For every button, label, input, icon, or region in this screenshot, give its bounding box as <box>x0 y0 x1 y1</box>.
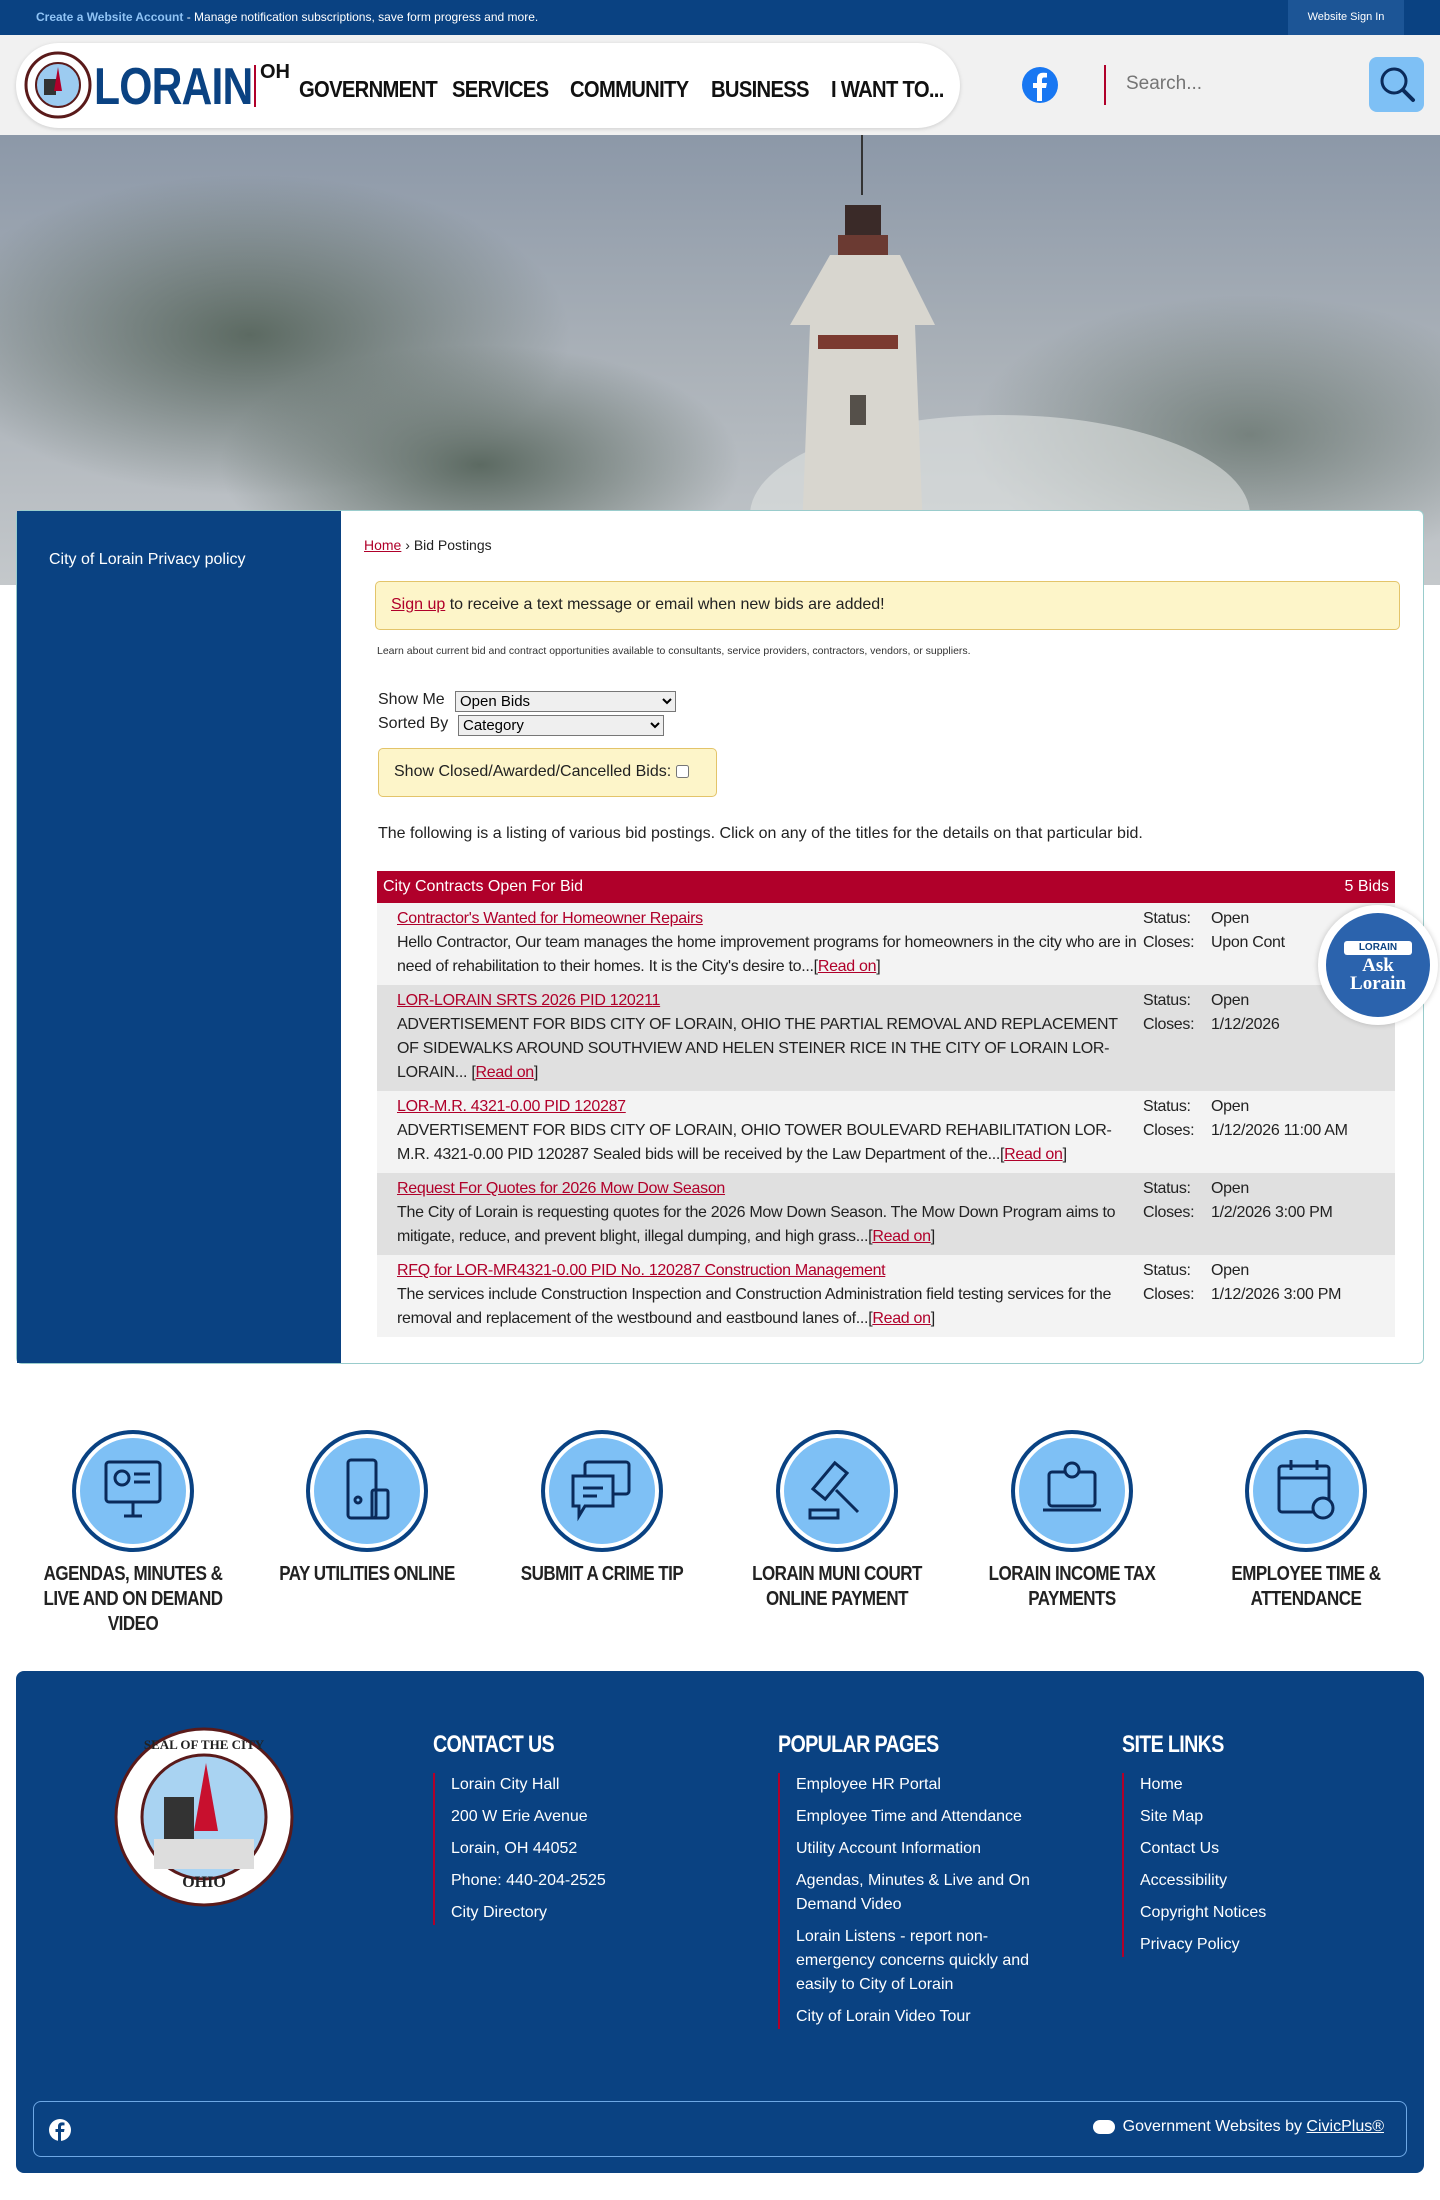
bid-category-header <box>377 871 1395 903</box>
bid-row <box>377 1173 1395 1255</box>
search-button[interactable] <box>1369 57 1424 112</box>
civicplus-link[interactable]: CivicPlus® <box>1306 2118 1384 2135</box>
bid-description: The services include Construction Inspection and Construction Administration field testing services for the removal and replacement of the westbound and eastbound lanes of... <box>397 1286 1112 1327</box>
search-icon <box>1369 57 1424 112</box>
bid-title-link[interactable]: LOR-LORAIN SRTS 2026 PID 120211 <box>397 992 661 1009</box>
footer-link[interactable]: Copyright Notices <box>1140 1904 1267 1921</box>
nav-i-want-to[interactable]: I WANT TO... <box>831 76 944 102</box>
city-seal-icon <box>114 1727 294 1907</box>
quick-link-agendas[interactable] <box>16 1430 250 1637</box>
bid-title-link[interactable]: LOR-M.R. 4321-0.00 PID 120287 <box>397 1098 626 1115</box>
sorted-by-select[interactable] <box>458 715 664 736</box>
bid-row <box>377 1255 1395 1337</box>
footer <box>16 1671 1424 2173</box>
footer-heading: POPULAR PAGES <box>778 1731 939 1758</box>
footer-link[interactable]: Employee HR Portal <box>796 1776 941 1793</box>
nav-business[interactable]: BUSINESS <box>711 76 809 102</box>
calendar-clock-icon <box>1271 1456 1341 1526</box>
brand-state: OH <box>260 61 290 83</box>
footer-link[interactable]: Accessibility <box>1140 1872 1228 1889</box>
quick-link-crime-tip[interactable] <box>485 1430 719 1587</box>
status-label: Status: <box>1143 1098 1191 1115</box>
svg-text:SEAL OF THE CITY: SEAL OF THE CITY <box>143 1737 265 1752</box>
read-on-link[interactable]: Read on <box>1004 1146 1063 1163</box>
gavel-icon <box>802 1456 872 1526</box>
powered-by <box>1093 2118 1384 2136</box>
sorted-by-label: Sorted By <box>378 715 449 732</box>
contact-phone: Phone: 440-204-2525 <box>451 1872 606 1889</box>
sidebar-item-privacy-policy[interactable]: City of Lorain Privacy policy <box>49 551 246 568</box>
read-on-link[interactable]: Read on <box>872 1310 931 1327</box>
bid-row <box>377 903 1395 985</box>
read-on-link[interactable]: Read on <box>872 1228 931 1245</box>
status-label: Status: <box>1143 910 1191 927</box>
bid-labels <box>1143 1259 1207 1307</box>
bid-closes: 1/12/2026 3:00 PM <box>1211 1286 1342 1303</box>
quick-link-label: EMPLOYEE TIME & ATTENDANCE <box>1231 1563 1381 1610</box>
quick-link-label: LORAIN MUNI COURT ONLINE PAYMENT <box>752 1563 922 1610</box>
show-me-select[interactable] <box>455 691 676 712</box>
facebook-icon[interactable] <box>1021 66 1059 104</box>
footer-link[interactable]: Agendas, Minutes & Live and On Demand Video <box>796 1872 1030 1913</box>
intro-text: Learn about current bid and contract opportunities available to consultants, service providers, contractors, vendors, or suppliers. <box>377 645 971 657</box>
quick-link-circle <box>306 1430 428 1552</box>
closes-label: Closes: <box>1143 1286 1195 1303</box>
signup-alert <box>375 581 1400 630</box>
read-on-link[interactable]: Read on <box>817 958 877 975</box>
read-on-link[interactable]: Read on <box>475 1064 534 1081</box>
footer-site-links <box>1122 1731 1402 1965</box>
top-bar <box>0 0 1440 35</box>
bid-status: Open <box>1211 992 1249 1009</box>
closes-label: Closes: <box>1143 1122 1195 1139</box>
account-message <box>36 10 538 24</box>
chat-bubbles-icon <box>567 1456 637 1526</box>
ask-lorain-tag: LORAIN <box>1344 941 1412 955</box>
facebook-icon[interactable] <box>48 2118 72 2142</box>
bid-status: Open <box>1211 1262 1249 1279</box>
quick-link-label: LORAIN INCOME TAX PAYMENTS <box>988 1563 1156 1610</box>
show-closed-checkbox[interactable] <box>676 765 689 778</box>
bid-labels <box>1143 989 1207 1037</box>
quick-link-income-tax[interactable] <box>955 1430 1189 1612</box>
footer-link[interactable]: Privacy Policy <box>1140 1936 1240 1953</box>
sidebar <box>17 511 341 1363</box>
footer-link[interactable]: Home <box>1140 1776 1183 1793</box>
quick-link-label: AGENDAS, MINUTES & LIVE AND ON DEMAND VIDEO <box>43 1563 223 1635</box>
listing-text: The following is a listing of various bid postings. Click on any of the titles for the details on that particular bid. <box>378 825 1143 842</box>
quick-link-label: PAY UTILITIES ONLINE <box>279 1563 455 1585</box>
page-flow <box>16 510 1424 2173</box>
contact-city: Lorain, OH 44052 <box>451 1840 578 1857</box>
show-closed-box <box>378 748 717 797</box>
footer-link[interactable]: Employee Time and Attendance <box>796 1808 1022 1825</box>
bid-description: The City of Lorain is requesting quotes for the 2026 Mow Down Season. The Mow Down Program aims to mitigate, reduce, and prevent blight, illegal dumping, and high grass... <box>397 1204 1116 1245</box>
bid-status: Open <box>1211 1180 1249 1197</box>
quick-link-circle <box>776 1430 898 1552</box>
footer-link[interactable]: Lorain Listens - report non-emergency concerns quickly and easily to City of Lorain <box>796 1928 1030 1993</box>
closes-label: Closes: <box>1143 1016 1195 1033</box>
closes-label: Closes: <box>1143 934 1195 951</box>
bid-closes: 1/12/2026 <box>1211 1016 1280 1033</box>
contact-name: Lorain City Hall <box>451 1776 560 1793</box>
powered-by-text: Government Websites by <box>1122 2118 1307 2135</box>
footer-heading: CONTACT US <box>433 1731 554 1758</box>
status-label: Status: <box>1143 1262 1191 1279</box>
brand-name[interactable]: LORAIN <box>94 58 253 116</box>
bid-closes: 1/2/2026 3:00 PM <box>1211 1204 1333 1221</box>
bid-description: ADVERTISEMENT FOR BIDS CITY OF LORAIN, OHIO THE PARTIAL REMOVAL AND REPLACEMENT OF SIDEWALKS AROUND SOUTHVIEW AND HELEN STEINER RICE IN THE CITY OF LORAIN LOR-LORAIN... <box>397 1016 1118 1081</box>
footer-link[interactable]: Utility Account Information <box>796 1840 981 1857</box>
bid-summary: LOR-LORAIN SRTS 2026 PID 120211 ADVERTISEMENT FOR BIDS CITY OF LORAIN, OHIO THE PARTIAL REMOVAL AND REPLACEMENT OF SIDEWALKS AROUND SOUTHVIEW AND HELEN STEINER RICE IN THE CITY OF LORAIN LOR-LORAIN... [Read on] <box>397 992 1118 1081</box>
quick-link-employee-time[interactable] <box>1189 1430 1423 1612</box>
search-divider <box>1104 65 1106 105</box>
quick-link-label: SUBMIT A CRIME TIP <box>520 1563 684 1585</box>
nav-services[interactable]: SERVICES <box>452 76 549 102</box>
breadcrumb-current: Bid Postings <box>413 537 492 553</box>
bid-values <box>1211 1259 1391 1307</box>
quick-link-circle <box>541 1430 663 1552</box>
civicplus-logo-icon <box>1093 2120 1115 2134</box>
quick-links <box>16 1430 1424 1671</box>
alert-text: to receive a text message or email when new bids are added! <box>445 596 885 613</box>
breadcrumb-separator: › <box>401 537 414 553</box>
status-label: Status: <box>1143 992 1191 1009</box>
bid-summary: Request For Quotes for 2026 Mow Dow Season The City of Lorain is requesting quotes for the 2026 Mow Down Season. The Mow Down Program aims to mitigate, reduce, and prevent blight, illegal dumping, and high grass...[Read on] <box>397 1180 1116 1245</box>
ask-lorain-line1: Ask <box>1362 955 1394 976</box>
bid-title-link[interactable]: RFQ for LOR-MR4321-0.00 PID No. 120287 Construction Management <box>397 1262 886 1279</box>
quick-link-circle <box>1245 1430 1367 1552</box>
contact-address: 200 W Erie Avenue <box>451 1808 588 1825</box>
bid-count: 5 Bids <box>1344 878 1389 895</box>
bid-labels <box>1143 1095 1207 1143</box>
footer-link[interactable]: Site Map <box>1140 1808 1204 1825</box>
ask-lorain-line2: Lorain <box>1350 973 1406 994</box>
footer-contact <box>433 1731 713 1933</box>
show-closed-label: Show Closed/Awarded/Cancelled Bids: <box>394 763 672 780</box>
nav-community[interactable]: COMMUNITY <box>570 76 689 102</box>
bid-labels <box>1143 1177 1207 1225</box>
breadcrumb-home[interactable]: Home <box>364 537 402 553</box>
bid-values <box>1211 1095 1391 1143</box>
bid-row <box>377 985 1395 1091</box>
bid-description: Hello Contractor, Our team manages the home improvement programs for homeowners in the city who are in need of rehabilitation to their homes. It is the City's desire to... <box>397 934 1137 975</box>
bid-status: Open <box>1211 1098 1249 1115</box>
city-directory-link[interactable]: City Directory <box>451 1904 548 1921</box>
laptop-gear-icon <box>1037 1456 1107 1526</box>
create-account-link[interactable]: Create a Website Account <box>36 10 184 24</box>
closes-label: Closes: <box>1143 1204 1195 1221</box>
bid-row <box>377 1091 1395 1173</box>
nav-pill <box>16 43 960 128</box>
quick-link-muni-court[interactable] <box>720 1430 954 1612</box>
show-me-label: Show Me <box>378 691 445 708</box>
footer-bottom-bar <box>33 2101 1407 2157</box>
account-message-text: - Manage notification subscriptions, save form progress and more. <box>183 10 539 24</box>
bid-category-title: City Contracts Open For Bid <box>383 878 584 895</box>
status-label: Status: <box>1143 1180 1191 1197</box>
bid-closes: 1/12/2026 11:00 AM <box>1211 1122 1348 1139</box>
bid-title-link[interactable]: Contractor's Wanted for Homeowner Repairs <box>397 910 703 927</box>
phone-payment-icon <box>332 1456 402 1526</box>
bid-status: Open <box>1211 910 1249 927</box>
ask-lorain-badge <box>1326 913 1430 1017</box>
header <box>0 35 1440 135</box>
svg-text:OHIO: OHIO <box>182 1874 226 1891</box>
bid-description: ADVERTISEMENT FOR BIDS CITY OF LORAIN, OHIO TOWER BOULEVARD REHABILITATION LOR-M.R. 4321-0.00 PID 120287 Sealed bids will be received by the Law Department of the... <box>397 1122 1112 1163</box>
search-input[interactable] <box>1126 73 1356 95</box>
brand-divider <box>254 65 256 107</box>
ask-lorain-chat-button[interactable] <box>1318 905 1438 1025</box>
footer-link[interactable]: Contact Us <box>1140 1840 1220 1857</box>
bid-values <box>1211 1177 1391 1225</box>
footer-popular <box>778 1731 1058 2037</box>
content-card <box>16 510 1424 1364</box>
quick-link-circle <box>1011 1430 1133 1552</box>
footer-heading: SITE LINKS <box>1122 1731 1224 1758</box>
bid-labels <box>1143 907 1207 955</box>
bid-summary: RFQ for LOR-MR4321-0.00 PID No. 120287 Construction Management The services include Construction Inspection and Construction Administration field testing services for the removal and replacement of the westbound and eastbound lanes of...[Read on] <box>397 1262 1112 1327</box>
video-monitor-icon <box>98 1456 168 1526</box>
quick-link-pay-utilities[interactable] <box>250 1430 484 1587</box>
footer-link[interactable]: City of Lorain Video Tour <box>796 2008 971 2025</box>
bid-summary: LOR-M.R. 4321-0.00 PID 120287 ADVERTISEMENT FOR BIDS CITY OF LORAIN, OHIO TOWER BOULEVARD REHABILITATION LOR-M.R. 4321-0.00 PID 120287 Sealed bids will be received by the Law Department of the...[Read on] <box>397 1098 1112 1163</box>
nav-government[interactable]: GOVERNMENT <box>299 76 438 102</box>
bid-title-link[interactable]: Request For Quotes for 2026 Mow Dow Season <box>397 1180 726 1197</box>
bid-summary: Contractor's Wanted for Homeowner Repairs Hello Contractor, Our team manages the home improvement programs for homeowners in the city who are in need of rehabilitation to their homes. It is the City's desire to...[Read on] <box>397 910 1137 975</box>
website-sign-in-button[interactable]: Website Sign In <box>1288 0 1404 35</box>
sign-up-link[interactable]: Sign up <box>391 596 446 613</box>
breadcrumb <box>364 537 492 553</box>
city-seal-logo-icon[interactable] <box>24 51 92 119</box>
quick-link-circle <box>72 1430 194 1552</box>
bid-closes: Upon Cont <box>1211 934 1285 951</box>
